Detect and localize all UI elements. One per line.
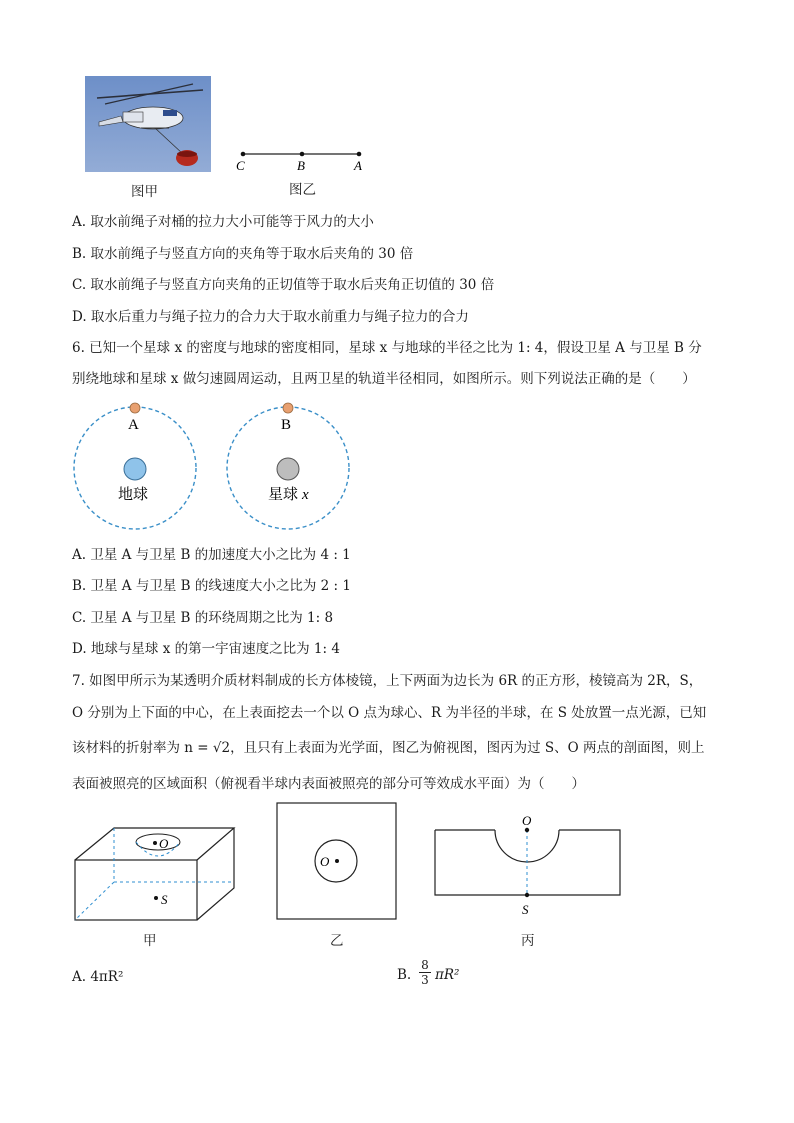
satellite-a-label: A	[128, 417, 139, 433]
q5-option-a: A. 取水前绳子对桶的拉力大小可能等于风力的大小	[72, 214, 374, 230]
q7-caption-yi: 乙	[330, 933, 344, 949]
q7-jia-s-label: S	[161, 892, 168, 907]
figure-yi-diagram	[232, 146, 372, 176]
q7-figure-jia	[72, 820, 242, 930]
point-b-label: B	[297, 158, 305, 173]
q7-stem-line-3: 该材料的折射率为 n = √2，且只有上表面为光学面，图乙为俯视图，图丙为过 S、O 两点的剖面图，则上	[72, 740, 705, 756]
satellite-b-label: B	[281, 417, 292, 433]
figure-yi-caption: 图乙	[289, 182, 316, 198]
helicopter-photo	[85, 76, 211, 172]
point-a-label: A	[354, 158, 362, 173]
q7-stem-line-1: 7. 如图甲所示为某透明介质材料制成的长方体棱镜，上下两面为边长为 6R 的正方形，棱镜高为 2R，S，	[72, 673, 703, 689]
q6-stem-line-1: 6. 已知一个星球 x 的密度与地球的密度相同，星球 x 与地球的半径之比为 1: 4，假设卫星 A 与卫星 B 分	[72, 340, 702, 356]
point-a-dot	[357, 152, 362, 157]
q7-option-a: A. 4πR²	[72, 969, 124, 985]
q6-option-b: B. 卫星 A 与卫星 B 的线速度大小之比为 2 : 1	[72, 578, 351, 594]
planet-body	[277, 458, 299, 480]
planet-label: 星球	[268, 487, 299, 503]
q7-caption-bing: 丙	[521, 933, 535, 949]
satellite-a	[130, 403, 140, 413]
earth-label: 地球	[118, 487, 149, 503]
q7-bing-s-label: S	[522, 902, 529, 917]
planet-label-x: x	[302, 487, 309, 503]
q6-orbit-figure	[70, 398, 360, 532]
earth-body	[124, 458, 146, 480]
q6-option-d: D. 地球与星球 x 的第一宇宙速度之比为 1: 4	[72, 641, 340, 657]
satellite-b	[283, 403, 293, 413]
q6-option-c: C. 卫星 A 与卫星 B 的环绕周期之比为 1: 8	[72, 610, 334, 626]
q6-option-a: A. 卫星 A 与卫星 B 的加速度大小之比为 4 : 1	[72, 547, 351, 563]
point-o-dot	[153, 841, 157, 845]
q7-yi-o-label: O	[320, 854, 330, 869]
point-s-dot	[154, 896, 158, 900]
q7-option-b-letter: B.	[397, 967, 412, 983]
q7-figure-bing	[432, 812, 624, 918]
q7-figure-yi	[276, 802, 398, 922]
point-c-label: C	[236, 158, 245, 173]
figure-jia-caption: 图甲	[131, 184, 158, 200]
q7-option-b-rest: πR²	[435, 967, 460, 983]
q7-stem-line-4: 表面被照亮的区域面积（俯视看半球内表面被照亮的部分可等效成水平面）为（ ）	[72, 776, 585, 792]
q7-bing-o-label: O	[522, 813, 532, 828]
q5-option-d: D. 取水后重力与绳子拉力的合力大于取水前重力与绳子拉力的合力	[72, 309, 469, 325]
q5-option-c: C. 取水前绳子与竖直方向夹角的正切值等于取水后夹角正切值的 30 倍	[72, 277, 495, 293]
q7-caption-jia: 甲	[143, 933, 157, 949]
q7-option-b-numerator: 8	[421, 958, 429, 972]
point-c-dot	[241, 152, 246, 157]
q7-option-b-fraction	[419, 958, 431, 987]
q7-stem-line-2: O 分别为上下面的中心，在上表面挖去一个以 O 点为球心、R 为半径的半球，在 S 处放置一点光源，已知	[72, 705, 707, 721]
q7-jia-o-label: O	[159, 836, 169, 851]
q6-stem-line-2: 别绕地球和星球 x 做匀速圆周运动，且两卫星的轨道半径相同，如图所示。则下列说法正确的是（ ）	[72, 371, 696, 387]
q5-option-b: B. 取水前绳子与竖直方向的夹角等于取水后夹角的 30 倍	[72, 246, 414, 262]
q7-option-b-denominator: 3	[421, 973, 429, 987]
point-b-dot	[300, 152, 305, 157]
